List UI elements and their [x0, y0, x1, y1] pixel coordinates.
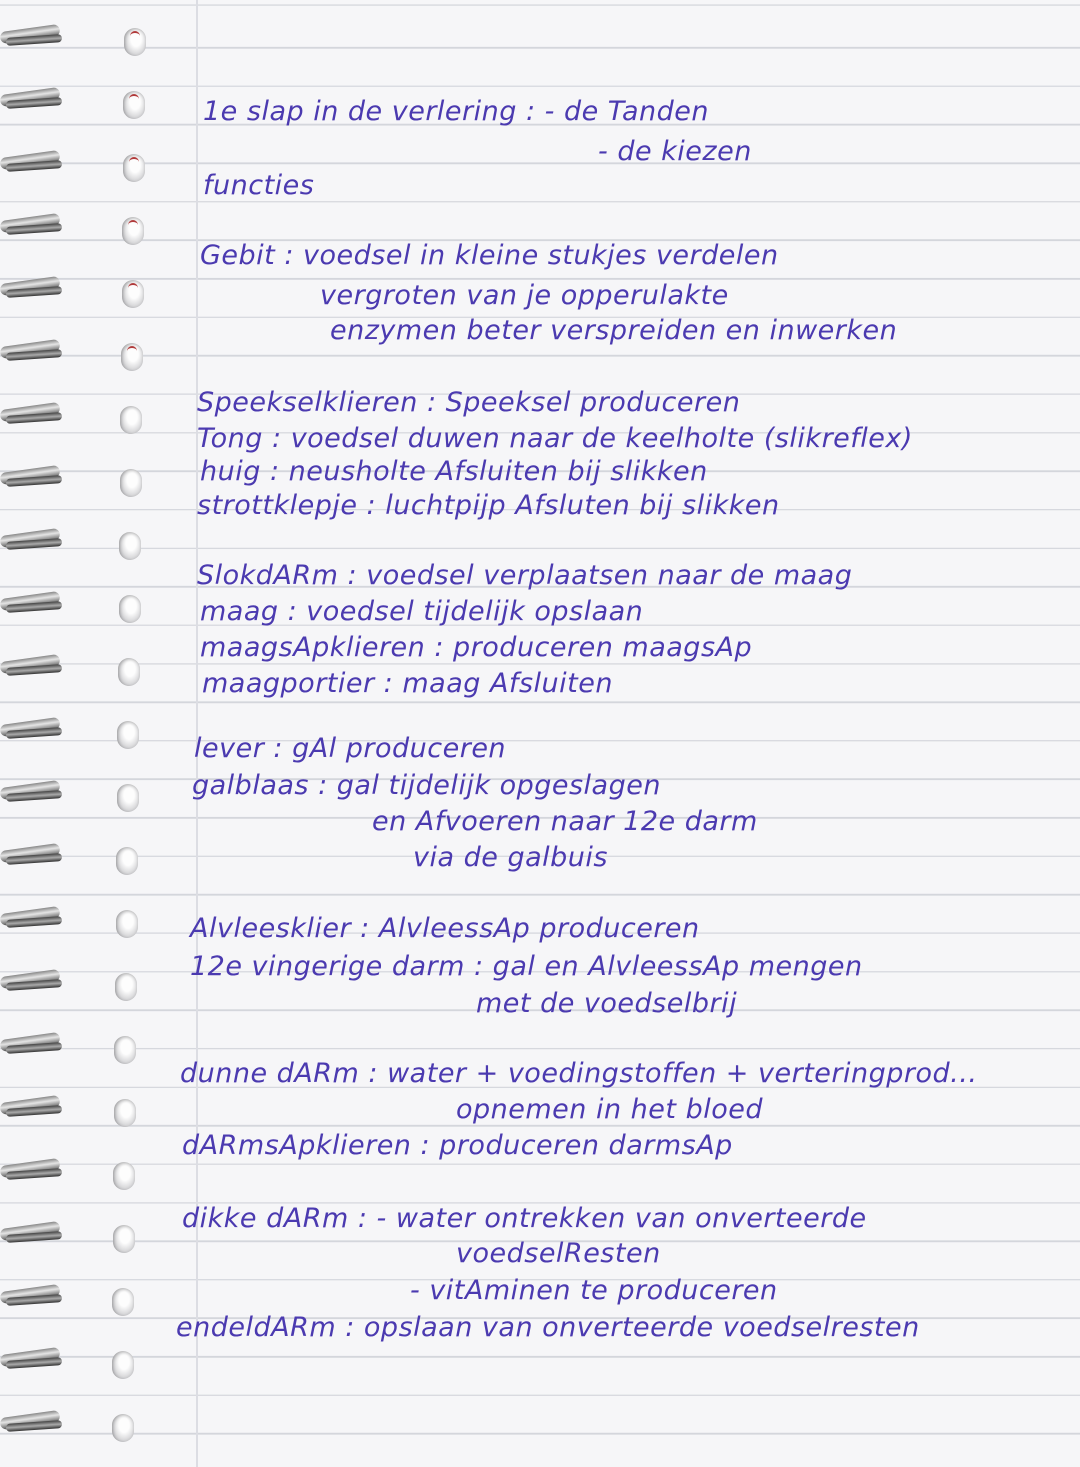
punched-hole: [120, 406, 142, 434]
punched-hole: [112, 1414, 134, 1442]
note-line: - vitAminen te produceren: [410, 1275, 778, 1306]
punched-hole: [112, 1351, 134, 1379]
note-line: voedselResten: [456, 1238, 661, 1269]
note-line: enzymen beter verspreiden en inwerken: [330, 315, 898, 346]
note-line: en Afvoeren naar 12e darm: [372, 806, 758, 837]
note-line: endeldARm : opslaan van onverteerde voedselresten: [176, 1312, 920, 1343]
punched-hole: [120, 469, 142, 497]
note-line: functies: [203, 170, 315, 201]
punched-hole: [119, 532, 141, 560]
note-line: galblaas : gal tijdelijk opgeslagen: [192, 770, 661, 801]
punched-hole: [117, 721, 139, 749]
punched-hole: [113, 1162, 135, 1190]
punched-hole: [119, 595, 141, 623]
punched-hole: [114, 1099, 136, 1127]
note-line: via de galbuis: [413, 842, 608, 873]
note-line: maag : voedsel tijdelijk opslaan: [200, 596, 644, 627]
note-line: maagsApklieren : produceren maagsAp: [200, 632, 753, 663]
punched-hole: [116, 910, 138, 938]
note-line: Tong : voedsel duwen naar de keelholte (slikreflex): [197, 423, 913, 454]
note-line: maagportier : maag Afsluiten: [202, 668, 613, 699]
punched-hole: [117, 784, 139, 812]
note-line: 12e vingerige darm : gal en AlvleessAp mengen: [190, 951, 863, 982]
note-line: Alvleesklier : AlvleessAp produceren: [190, 913, 700, 944]
note-line: dikke dARm : - water ontrekken van onverteerde: [182, 1203, 867, 1234]
note-line: 1e slap in de verlering : - de Tanden: [203, 96, 709, 127]
punched-hole: [123, 154, 145, 182]
note-line: vergroten van je opperulakte: [320, 280, 729, 311]
note-line: dARmsApklieren : produceren darmsAp: [182, 1130, 733, 1161]
note-line: SlokdARm : voedsel verplaatsen naar de maag: [197, 560, 853, 591]
punched-hole: [116, 847, 138, 875]
punched-hole: [121, 343, 143, 371]
note-line: lever : gAl produceren: [194, 733, 507, 764]
note-line: Gebit : voedsel in kleine stukjes verdelen: [200, 240, 779, 271]
punched-hole: [113, 1225, 135, 1253]
note-line: huig : neusholte Afsluiten bij slikken: [200, 456, 708, 487]
note-line: strottklepje : luchtpijp Afsluten bij slikken: [197, 490, 780, 521]
punched-hole: [123, 91, 145, 119]
note-line: opnemen in het bloed: [456, 1094, 763, 1125]
punched-hole: [122, 280, 144, 308]
punched-hole: [118, 658, 140, 686]
punched-hole: [122, 217, 144, 245]
punched-hole: [114, 1036, 136, 1064]
punched-hole: [115, 973, 137, 1001]
punched-hole: [112, 1288, 134, 1316]
punched-hole: [124, 28, 146, 56]
note-line: Speekselklieren : Speeksel produceren: [197, 387, 741, 418]
note-line: dunne dARm : water + voedingstoffen + verteringprod...: [180, 1058, 978, 1089]
note-line: met de voedselbrij: [476, 988, 738, 1019]
note-line: - de kiezen: [598, 136, 752, 167]
